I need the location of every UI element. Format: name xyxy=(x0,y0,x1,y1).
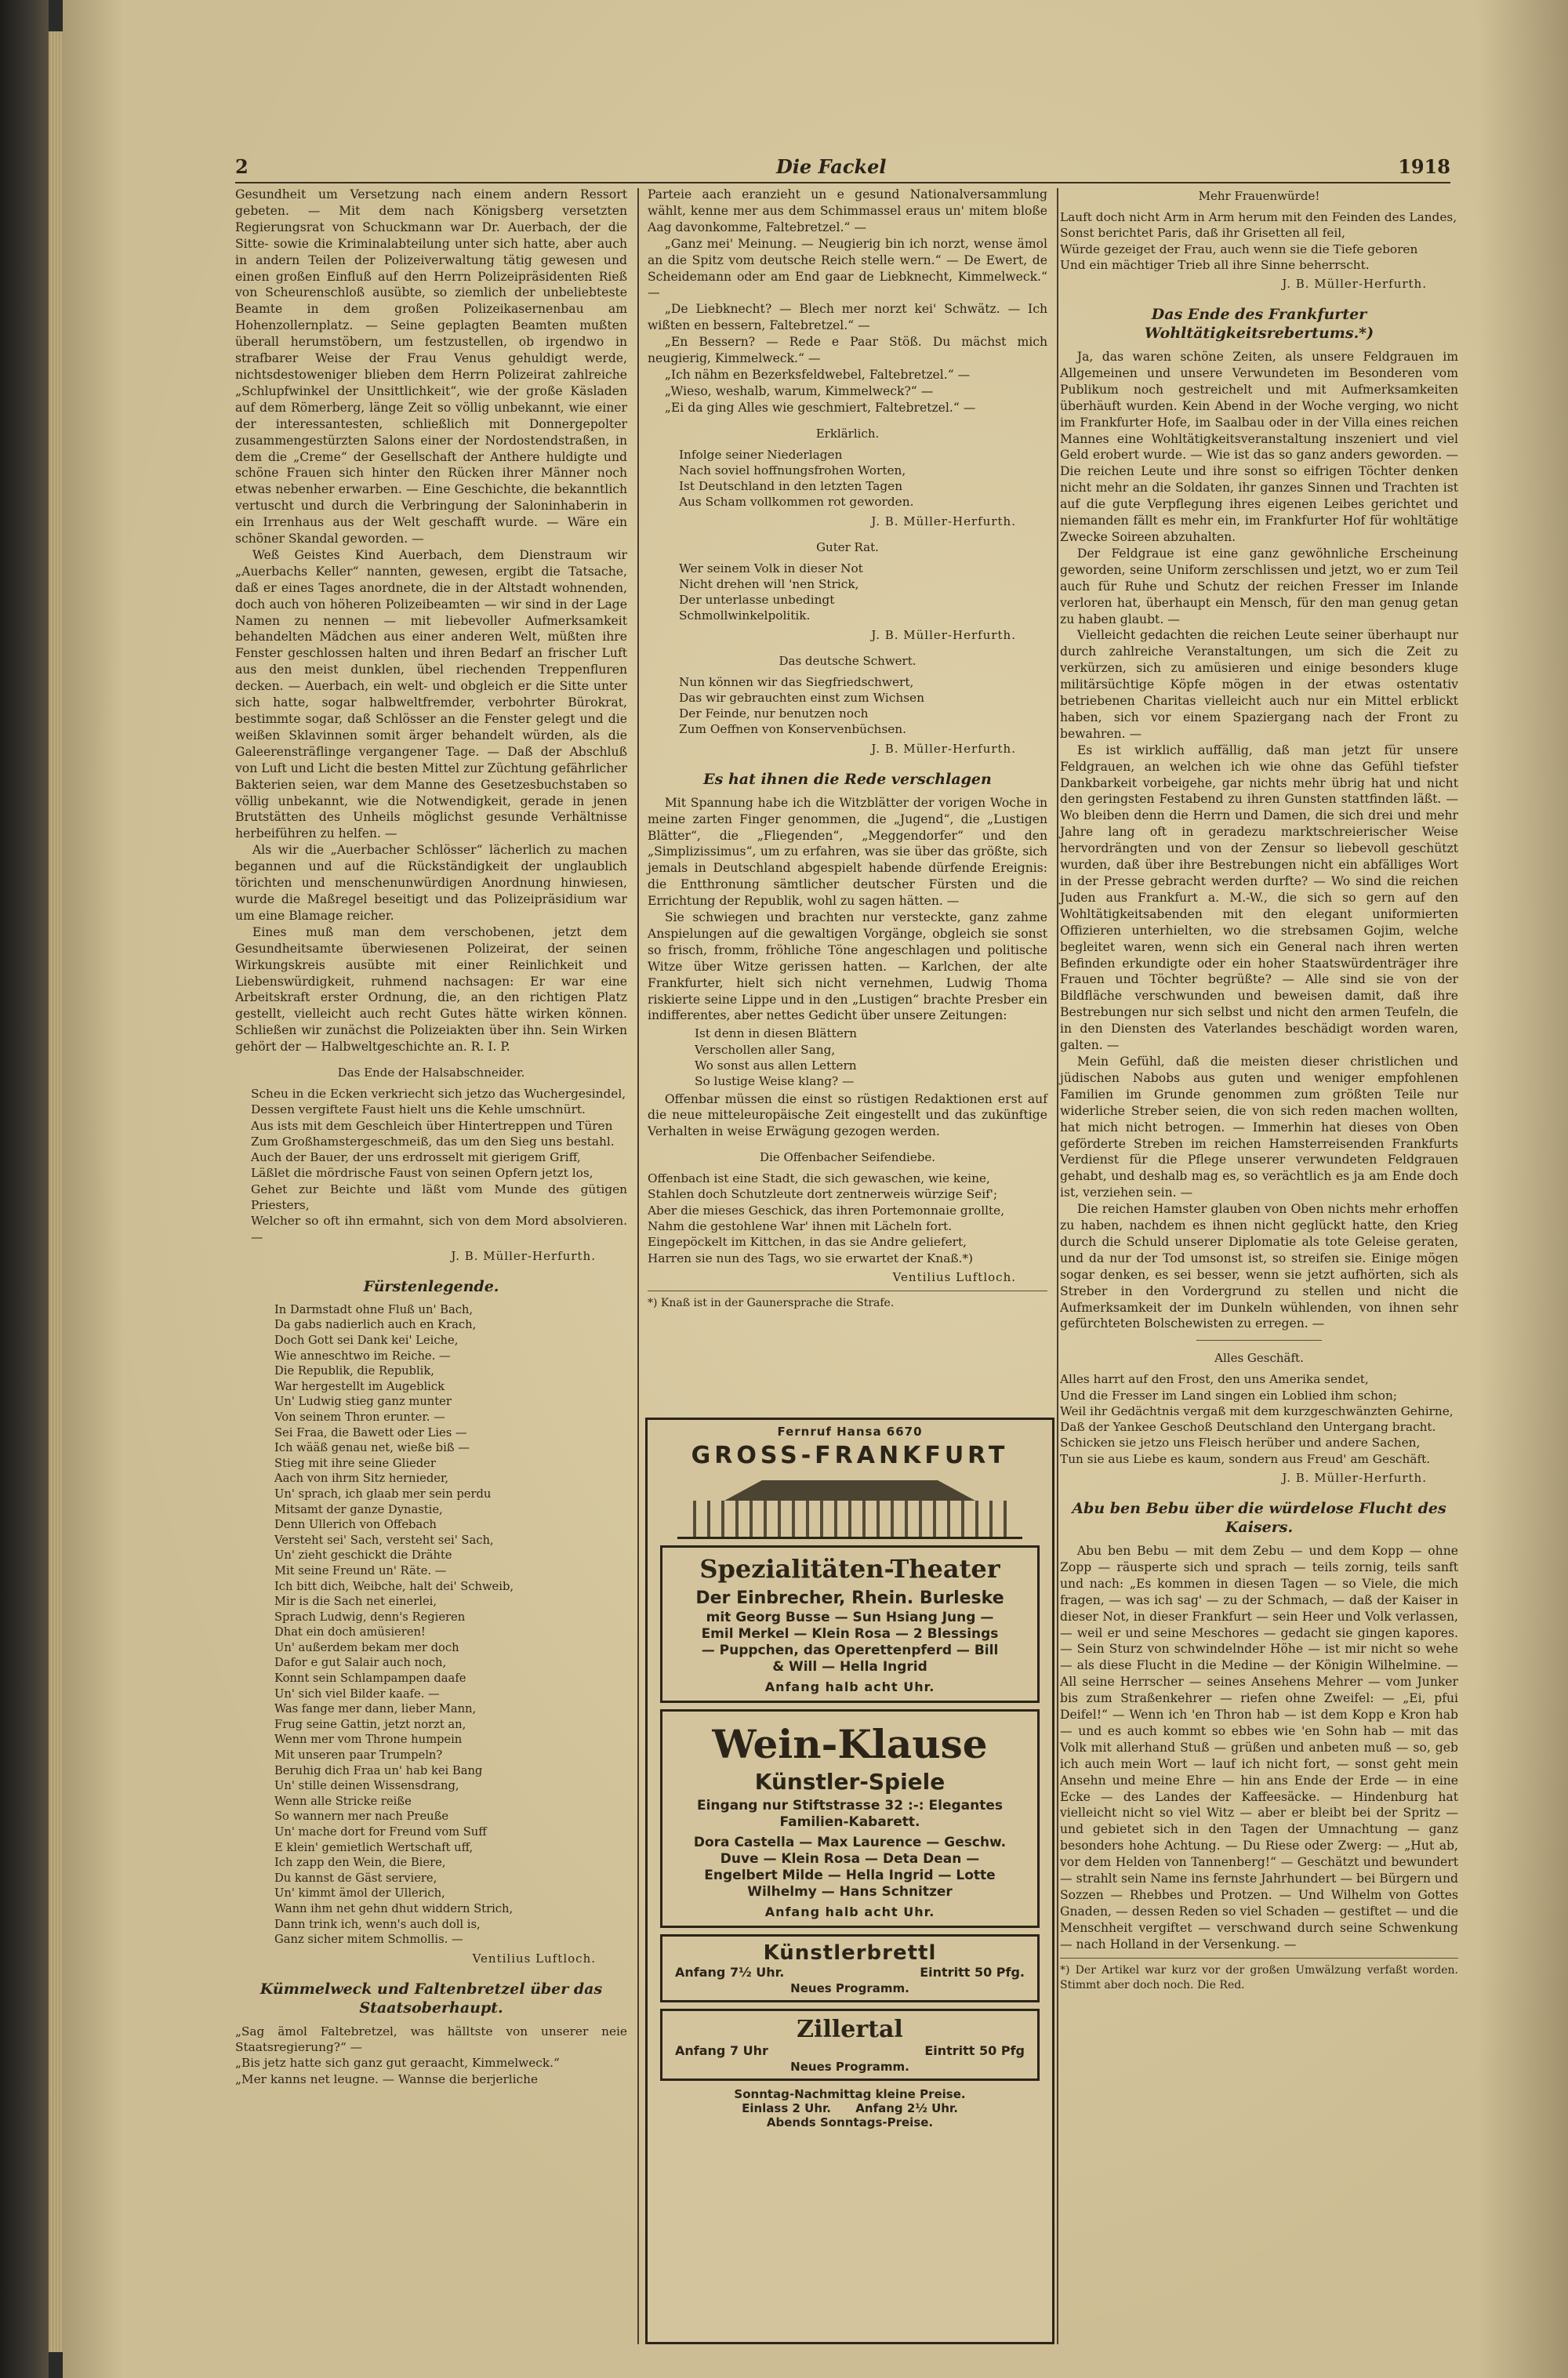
ad-start-time: Anfang halb acht Uhr. xyxy=(764,1904,935,1919)
section-heading: Kümmelweck und Faltenbretzel über das Staatsoberhaupt. xyxy=(260,1980,603,2017)
ad-weinklause-box xyxy=(660,1709,1040,1928)
ad-line: mit Georg Busse — Sun Hsiang Jung — xyxy=(706,1610,994,1625)
ad-start-time: Anfang 7½ Uhr. xyxy=(675,1965,785,1980)
paragraph: Es ist wirklich auffällig, daß man jetzt für unsere Feldgrauen, an welchen ich wie ohne das Gefühl tiefster Dankbarkeit vorbeigehe, gar nichts mehr übrig hat und nicht den geringsten Festabend zu ihren Gunsten stattfinden läßt. — Wo bleiben denn die Herrn und Damen, die sich drei und mehr Jahre lang oft in geradezu marktschreierischer Weise hervordrängten und von der Zensur so liebevoll geschützt wurden, daß über ihre Bestrebungen nicht ein abfälliges Wort in der Presse gebracht werden durfte? — Wo sind die reichen Juden aus Frankfurt a. M.-W., die sich so gern auf den Wohltätigkeitsabenden mit den elegant uniformierten Offizieren unterhielten, wo die strebsamen Gojim, welche begleitet waren, wenn sich ein General nach ihren werten Befinden erkundigte oder ein hoher Staatswürdenträger ihre Frauen und Töchter begrüßte? — Alle sind sie von der Bildfläche verschwunden und beweisen damit, daß ihre Bestrebungen nur sich selbst und nicht den armen Teufeln, die in den Diensten des Vaterlandes beschädigt worden waren, galten. — xyxy=(1060,742,1458,1053)
page-header xyxy=(235,155,1450,182)
poem-title: Alles Geschäft. xyxy=(1214,1351,1304,1366)
paragraph: „De Liebknecht? — Blech mer norzt kei' Schwätz. — Ich wißten en bessern, Faltebretzel.“ — xyxy=(648,302,1047,333)
column-3 xyxy=(1060,187,1458,1993)
column-2 xyxy=(648,187,1047,1311)
ad-line: — Puppchen, das Operettenpferd — Bill xyxy=(701,1643,999,1658)
book-binding xyxy=(0,0,49,2378)
ad-venue-name: GROSS-FRANKFURT xyxy=(691,1442,1009,1469)
paragraph: Vielleicht gedachten die reichen Leute seiner überhaupt nur durch zahlreiche Veranstaltungen, um sich die Zeit zu verkürzen, sich zu amüsieren und einige besonders kluge militärsüchtige Köpfe mögen in der etwas ostentativ betriebenen Charitas vielleicht auch nur ein Mittel erblickt haben, sich vor einem Spaziergang nach der Front zu bewahren. — xyxy=(1060,628,1458,741)
poem-text: Lauft doch nicht Arm in Arm herum mit den Feinden des Landes, Sonst berichtet Paris, daß ihr Grisetten all feil, Würde gezeiget der Frau, auch wenn sie die Tiefe geboren Und ein mächtiger Trieb all ihre Sinne beherrscht. xyxy=(1060,209,1457,272)
article-text: „Sag ämol Faltebretzel, was hälltste von unserer neie Staatsregierung?“ — „Bis jetz hatte sich ganz gut geraacht, Kimmelweck.“ „Mer kanns net leugne. — Wannse die berjerliche xyxy=(235,2024,627,2086)
poem-text: In Darmstadt ohne Fluß un' Bach, Da gabs nadierlich auch en Krach, Doch Gott sei Dank kei' Leiche, Wie anneschtwo im Reiche. — Die Republik, die Republik, War hergestellt im Augeblick Un' Ludwig stieg ganz munter Von seinem Thron erunter. — Sei Fraa, die Bawett oder Lies — Ich wääß genau net, wieße biß — Stieg mit ihre seine Glieder Aach von ihrm Sitz hernieder, Un' sprach, ich glaab mer sein perdu Mitsamt der ganze Dynastie, Denn Ullerich von Offebach Versteht sei' Sach, versteht sei' Sach, Un' zieht geschickt die Drähte Mit seine Freund un' Räte. — Ich bitt dich, Weibche, halt dei' Schweib, Mir is die Sach net einerlei, Sprach Ludwig, denn's Regieren Dhat ein doch amüsieren! Un' außerdem bekam mer doch Dafor e gut Salair auch noch, Konnt sein Schlampampen daafe Un' sich viel Bilder kaafe. — Was fange mer dann, lieber Mann, Frug seine Gattin, jetzt norzt an, Wenn mer vom Throne humpein Mit unseren paar Trumpeln? Beruhig dich Fraa un' hab kei Bang Un' stille deinen Wissensdrang, Wenn alle Stricke reiße So wannern mer nach Preuße Un' mache dort for Freund vom Suff E klein' gemietlich Wertschaft uff, Ich zapp den Wein, die Biere, Du kannst de Gäst serviere, Un' kimmt ämol der Ullerich, Wann ihm net gehn dhut widdern Strich, Dann trink ich, wenn's auch doll is, Ganz sicher mitem Schmollis. — xyxy=(274,1302,514,1947)
column-divider xyxy=(637,188,639,2344)
ad-line: Wilhelmy — Hans Schnitzer xyxy=(747,1884,953,1900)
section-heading: Es hat ihnen die Rede verschlagen xyxy=(703,770,992,788)
paragraph: Eines muß man dem verschobenen, jetzt dem Gesundheitsamte überwiesenen Polizeirat, der seinen Wirkungskreis ausübte mit einer Reinlichkeit und Liebenswürdigkeit, ruhmend nachsagen: Er war eine Arbeitskraft erster Ordnung, die, an den richtigen Platz gestellt, vielleicht auch recht Gutes hätte wirken können. Schließen wir zunächst die Polizeiakten über ihn. Sein Wirken gehört der — Halbweltgeschichte an. R. I. P. xyxy=(235,924,627,1055)
paragraph: Gesundheit um Versetzung nach einem andern Ressort gebeten. — Mit dem nach Königsberg versetzten Regierungsrat von Schuckmann war Dr. Auerbach, der die Sitte- sowie die Kriminalabteilung unter sich hatte, aber auch in andern Teilen der Polizeiverwaltung tätig gewesen und einen großen Einfluß auf den Herrn Polizeipräsidenten Rieß von Scheurenschloß ausübte, so ziemlich der unbeliebteste Beamte in dem großen Polizeikasernenbau am Hohenzollernplatz. — Seine geplagten Beamten mußten überall herumstöbern, um festzustellen, ob irgendwo in strafbarer Weise der Frau Venus gehuldigt werde, nichtsdestoweniger blieben dem Herrn Polizeirat zahlreiche „Schlupfwinkel der Unsittlichkeit“, wie der große Käsladen auf dem Römerberg, länge Zeit so völlig unbekannt, wie einer der interessantesten, schließlich mit Donnergepolter zusammengestürzten Salons einer der Nordostendstraßen, in dem die „Creme“ der Gesellschaft der Anthere huldigte und schöne Frauen sich hinter den Rücken ihrer Männer noch etwas nebenher erwarben. — Eine Geschichte, die bekanntlich vertuscht und durch die Verbringung der Saloninhaberin in ein Irrenhaus aus der Welt geschafft wurde. — Wäre ein schöner Skandal geworden. — xyxy=(235,187,627,546)
newspaper-title: Die Fackel xyxy=(776,155,887,178)
ad-zillertal-box xyxy=(660,2009,1040,2081)
ad-heading: Künstlerbrettl xyxy=(763,1941,937,1965)
poem-title: Mehr Frauenwürde! xyxy=(1198,189,1320,203)
paragraph: Ja, das waren schöne Zeiten, als unsere Feldgrauen im Allgemeinen und unsere Verwundeten im Besonderen vom Publikum noch gestreichelt und mit Aufmerksamkeiten überhäuft wurden. Kein Abend in der Woche verging, wo nicht im Frankfurter Hofe, im Saalbau oder in der Villa eines reichen Mannes eine Wohltätigkeitsveranstaltung inszeniert und viel Geld erobert wurde. — Wie ist das so ganz anders geworden. — Die reichen Leute und ihre sonst so eifrigen Töchter denken nicht mehr an die Soldaten, ihr ganzes Sinnen und Trachten ist auf die gute Verpflegung ihres eigenen Leibes gerichtet und niemanden fällt es mehr ein, im Frankfurter Hof für wohltätige Zwecke Soireen abzuhalten. xyxy=(1060,350,1458,544)
ad-line: Familien-Kabarett. xyxy=(779,1814,920,1830)
section-heading: Fürstenlegende. xyxy=(363,1277,499,1295)
footnote: *) Knaß ist in der Gaunersprache die Strafe. xyxy=(648,1291,1047,1311)
paragraph: Weß Geistes Kind Auerbach, dem Dienstraum wir „Auerbachs Keller“ nannten, gewesen, ergibt die Tatsache, daß er eines Tages anordnete, die in der Altstadt wohnenden, doch auch von höheren Polizeibeamten — wir sind in der Lage Namen zu nennen — mit liebevoller Aufmerksamkeit behandelten Mädchen aus einer anderen Welt, müßten ihre Fenster geschlossen halten und ihren Bedarf an frischer Luft aus den meist dunklen, übel riechenden Treppenfluren decken. — Auerbach, ein welt- und obgleich er die Sitte unter sich hatte, sogar halbweltfremder, verbohrter Bürokrat, bestimmte sogar, daß Schlösser an die Fenster gelegt und die weißen Sklavinnen somit ärger behandelt würden, als die Galeerensträflinge vergangener Tage. — Daß der Abschluß von Luft und Licht die besten Mittel zur Züchtung gefährlicher Bakterien seien, war dem Manne des Gesetzesbuchstaben so völlig unbekannt, wie die Notwendigkeit, gerade in jenen Brutstätten des Unheils möglichst gesunde Verhältnisse herbeiführen zu helfen. — xyxy=(235,547,627,841)
ad-program: Neues Programm. xyxy=(790,1981,909,1995)
paragraph: Als wir die „Auerbacher Schlösser“ lächerlich zu machen begannen und auf die Rückständigkeit der unglaublich törichten und menschenunwürdigen Anordnung hinwiesen, wurde die Maßregel beseitigt und das Polizeipräsidium war um eine Blamage reicher. xyxy=(235,843,627,923)
ad-sunday-times: Einlass 2 Uhr. Anfang 2½ Uhr. xyxy=(742,2101,958,2115)
column-1 xyxy=(235,187,627,2089)
ad-program: Neues Programm. xyxy=(790,2060,909,2074)
ad-heading: Spezialitäten-Theater xyxy=(699,1554,1000,1584)
poem-text: Infolge seiner Niederlagen Nach soviel hoffnungsfrohen Worten, Ist Deutschland in den letzten Tagen Aus Scham vollkommen rot geworden. xyxy=(679,447,914,510)
ad-line: Emil Merkel — Klein Rosa — 2 Blessings xyxy=(701,1626,999,1642)
ad-price: Eintritt 50 Pfg xyxy=(924,2043,1025,2058)
page-year: 1918 xyxy=(1398,155,1450,178)
ad-evening-note: Abends Sonntags-Preise. xyxy=(766,2115,934,2129)
ad-heading: Zillertal xyxy=(797,2016,903,2043)
ad-price: Eintritt 50 Pfg. xyxy=(920,1965,1025,1980)
ad-line: Duve — Klein Rosa — Deta Dean — xyxy=(720,1851,980,1867)
ad-line: & Will — Hella Ingrid xyxy=(772,1659,927,1675)
building-illustration xyxy=(677,1474,1022,1539)
section-heading: Das Ende des Frankfurter Wohltätigkeitsrebertums.*) xyxy=(1144,306,1374,342)
ad-subheading: Künstler-Spiele xyxy=(754,1769,946,1795)
paragraph: Der Feldgraue ist eine ganz gewöhnliche Erscheinung geworden, seine Uniform zerschlissen und jetzt, wo er zum Teil auch für Ruhe und Schutz der reichen Fresser im Inlande verloren hat, überhaupt ein Mensch, für den man genug getan zu haben glaubt. — xyxy=(1060,546,1458,626)
poem-title: Guter Rat. xyxy=(816,539,879,554)
quoted-verse: Ist denn in diesen Blättern Verschollen aller Sang, Wo sonst aus allen Lettern So lustige Weise klang? — xyxy=(695,1026,858,1089)
ad-line: Eingang nur Stiftstrasse 32 :-: Elegantes xyxy=(696,1798,1004,1813)
section-heading: Abu ben Bebu über die würdelose Flucht des Kaisers. xyxy=(1072,1499,1446,1536)
paragraph: „Wieso, weshalb, warum, Kimmelweck?“ — xyxy=(664,383,934,398)
column-divider xyxy=(1057,188,1058,2344)
poem-author: Ventilius Luftloch. xyxy=(892,1269,1016,1284)
paragraph: „Ganz mei' Meinung. — Neugierig bin ich norzt, wense ämol an die Spitz vom deutsche Reich stelle wern.“ — De Ewert, de Scheidemann oder am End gaar de Liebknecht, Kimmelweck.“ — xyxy=(648,236,1047,300)
paragraph: Mit Spannung habe ich die Witzblätter der vorigen Woche in meine zarten Finger genommen, die „Jugend“, die „Lustigen Blätter“, die „Fliegenden“, „Meggendorfer“ und den „Simplizissimus“, um zu erfahren, was sie über das größte, sich jemals in Deutschland abgespielt habende dürfende Ereignis: die Entthronung sämtlicher deutscher Fürsten und die Errichtung der Republik, wohl zu sagen hätten. — xyxy=(648,795,1047,909)
ad-line: Dora Castella — Max Laurence — Geschw. xyxy=(693,1835,1007,1850)
paragraph: Offenbar müssen die einst so rüstigen Redaktionen erst auf die neue mitteleuropäische Zeit eingestellt und das zukünftige Verhalten in weise Erwägung gezogen werden. xyxy=(648,1091,1047,1139)
ad-start-time: Anfang 7 Uhr xyxy=(675,2043,768,2058)
ad-line: Der Einbrecher, Rhein. Burleske xyxy=(695,1588,1004,1608)
poem-author: J. B. Müller-Herfurth. xyxy=(871,741,1016,756)
paragraph: „En Bessern? — Rede e Paar Stöß. Du mächst mich neugierig, Kimmelweck.“ — xyxy=(648,335,1047,366)
paragraph: Abu ben Bebu — mit dem Zebu — und dem Kopp — ohne Zopp — räusperte sich und sprach — teils zornig, teils sanft und nach: „Es kommen in diesen Tagen — so Viele, die mich fragen, — was ich sag' — zu der Schmach, — daß der Kaiser in dieser Not, in dieser Frankfurt — sein Heer und Volk verlassen, — weil er und seine Meschores — gedacht sie gingen kapores. — Sein Sturz von schwindelnder Höhe — ist mir nicht so wehe — als diese Flucht in die Medine — der Königin Wilhelmine. — All seine Herrscher — seines Ansehens Mehrer — vom Junker bis zum Straßenkehrer — riefen ohne Zweifel: — „Ei, pfui Deifel!“ — Wenn ich 'en Thron hab — ist dem Kopp e Kron hab — und es auch kommt so ebbes wie 'en Sohn hab — mit das Volk mit allerhand Stuß — grüßen und anbeten muß — so, geb ich auch mein Wort — lauf ich nicht fort, — sonst geht mein Ansehn und meine Ehre — hin ans Ende der Erde — in eine Ecke — des Landes der Kaffeesäcke. — Hindenburg hat vielleicht nicht so viel Witz — aber er bleibt bei der Spritz — und gebietet sich in den Tagen der Umnachtung — ganz besonders hohe Achtung. — Du Riese oder Zwerg: — „Hut ab, vor dem Helden von Tannenberg!“ — Geschätzt und bewundert — strahlt sein Name ins fernste Jahrhundert — bei Bürgern und Sozzen — Rhebbes und Protzen. — Und Wilhelm von Gottes Gnaden, — dessen Reden so viel Schaden — gestiftet — und die Menschheit vergiftet — verschwand durch seine Schwenkung — nach Holland in der Versenkung. — xyxy=(1060,1543,1458,1951)
footnote: *) Der Artikel war kurz vor der großen Umwälzung verfaßt worden. Stimmt aber doch noch. Die Red. xyxy=(1060,1958,1458,1993)
ad-line: Engelbert Milde — Hella Ingrid — Lotte xyxy=(704,1868,996,1883)
poem-title: Erklärlich. xyxy=(815,426,880,441)
paragraph: Mein Gefühl, daß die meisten dieser christlichen und jüdischen Nabobs aus guten und weniger empfohlenen Familien im Grunde genommen zum größten Teile nur widerliche Streber seien, die von sich reden machen wollten, hat mich nicht betrogen. — Immerhin hat dieses von Oben geförderte Streben im reichen Hamsterreisenden Frankfurts Verdienst für die Pflege unserer verwundeten Feldgrauen gehabt, und deshalb mag es, so verächtlich es ja am Ende doch ist, verziehen sein. — xyxy=(1060,1054,1458,1200)
poem-text: Nun können wir das Siegfriedschwert, Das wir gebrauchten einst zum Wichsen Der Feinde, nur benutzen noch Zum Oeffnen von Konservenbüchsen. xyxy=(679,674,924,737)
paragraph: Parteie aach eranzieht un e gesund Nationalversammlung wählt, kenne mer aus dem Schimmassel eraus un' mitem bloße Aag davonkomme, Faltebretzel.“ — xyxy=(648,187,1047,234)
header-rule xyxy=(235,182,1450,183)
poem-title: Die Offenbacher Seifendiebe. xyxy=(760,1150,935,1165)
poem-author: J. B. Müller-Herfurth. xyxy=(871,514,1016,528)
poem-text: Offenbach ist eine Stadt, die sich gewaschen, wie keine, Stahlen doch Schutzleute dort zentnerweis würzige Seif'; Aber die mieses Geschick, das ihren Portemonnaie grollte, Nahm die gestohlene War' ihnen mit Lächeln fort. Eingepöckelt im Kittchen, in das sie Andre geliefert, Harren sie nun des Tags, wo sie erwartet der Knaß.*) xyxy=(648,1171,1005,1265)
poem-title: Das deutsche Schwert. xyxy=(779,653,916,668)
ad-spezialitaeten-box xyxy=(660,1545,1040,1703)
poem-author: J. B. Müller-Herfurth. xyxy=(1282,277,1427,292)
poem-title: Das Ende der Halsabschneider. xyxy=(337,1066,525,1080)
ad-sunday-note: Sonntag-Nachmittag kleine Preise. xyxy=(734,2087,966,2101)
paragraph: Die reichen Hamster glauben von Oben nichts mehr erhoffen zu haben, nachdem es ihnen nicht geglückt hatte, den Krieg durch die Schuld unserer Diplomatie als tote Geleise geraten, und da nur der Tod umsonst ist, so streifen sie. Einige mögen sogar denken, es sei besser, wenn sie jetzt aufhörten, sich als Streber in den Vordergrund zu stellen und nicht die Aufmerksamkeit der im Dunkeln wühlenden, von ihnen sehr gefürchteten Bolschewisten zu erregen. — xyxy=(1060,1202,1458,1331)
separator xyxy=(1196,1340,1322,1341)
poem-text: Alles harrt auf den Frost, den uns Amerika sendet, Und die Fresser im Land singen ein Loblied ihm schon; Weil ihr Gedächtnis vergaß mit dem kurzgeschwänzten Gehirne, Daß der Yankee Geschoß Deutschland den Untergang bracht. Schicken sie jetzo uns Fleisch herüber und andere Sachen, Tun sie aus Liebe es kaum, sondern aus Freud' am Geschäft. xyxy=(1060,1372,1454,1466)
poem-text: Wer seinem Volk in dieser Not Nicht drehen will 'nen Strick, Der unterlasse unbedingt Schmollwinkelpolitik. xyxy=(679,561,863,623)
ad-heading: Wein-Klause xyxy=(712,1721,988,1767)
theater-advertisement xyxy=(645,1418,1054,2344)
poem-author: Ventilius Luftloch. xyxy=(472,1951,596,1966)
poem-text: Scheu in die Ecken verkriecht sich jetzo das Wuchergesindel, Dessen vergiftete Faust hielt uns die Kehle umschnürt. Aus ists mit dem Geschleich über Hintertreppen und Türen Zum Großhamstergeschmeiß, das um den Sieg uns bestahl. Auch der Bauer, der uns erdrosselt mit gierigem Griff, Läßlet die mördrische Faust von seinen Opfern jetzt los, Gehet zur Beichte und läßt vom Munde des gütigen Priesters, Welcher so oft ihn ermahnt, sich von dem Mord absolvieren. — xyxy=(251,1086,627,1244)
page-number: 2 xyxy=(235,155,249,178)
poem-author: J. B. Müller-Herfurth. xyxy=(871,627,1016,642)
ad-start-time: Anfang halb acht Uhr. xyxy=(764,1679,935,1694)
paragraph: „Ei da ging Alles wie geschmiert, Faltebretzel.“ — xyxy=(664,400,976,415)
ad-phone: Fernruf Hansa 6670 xyxy=(777,1425,923,1439)
poem-author: J. B. Müller-Herfurth. xyxy=(1282,1471,1427,1486)
poem-author: J. B. Müller-Herfurth. xyxy=(451,1248,596,1263)
paragraph: „Ich nähm en Bezerksfeldwebel, Faltebretzel.“ — xyxy=(664,367,971,382)
paragraph: Sie schwiegen und brachten nur versteckte, ganz zahme Anspielungen auf die gewaltigen Vorgänge, obgleich sie sonst so frisch, fromm, fröhliche Töne angeschlagen und politische Witze über Witze gerissen hatten. — Karlchen, der alte Frankfurter, hielt sich nicht vernehmen, Ludwig Thoma riskierte seine Lippe und in den „Lustigen“ brachte Presber ein indifferentes, aber nettes Gedicht über unsere Zeitungen: xyxy=(648,910,1047,1023)
ad-kuenstlerbrettl-box xyxy=(660,1934,1040,2002)
